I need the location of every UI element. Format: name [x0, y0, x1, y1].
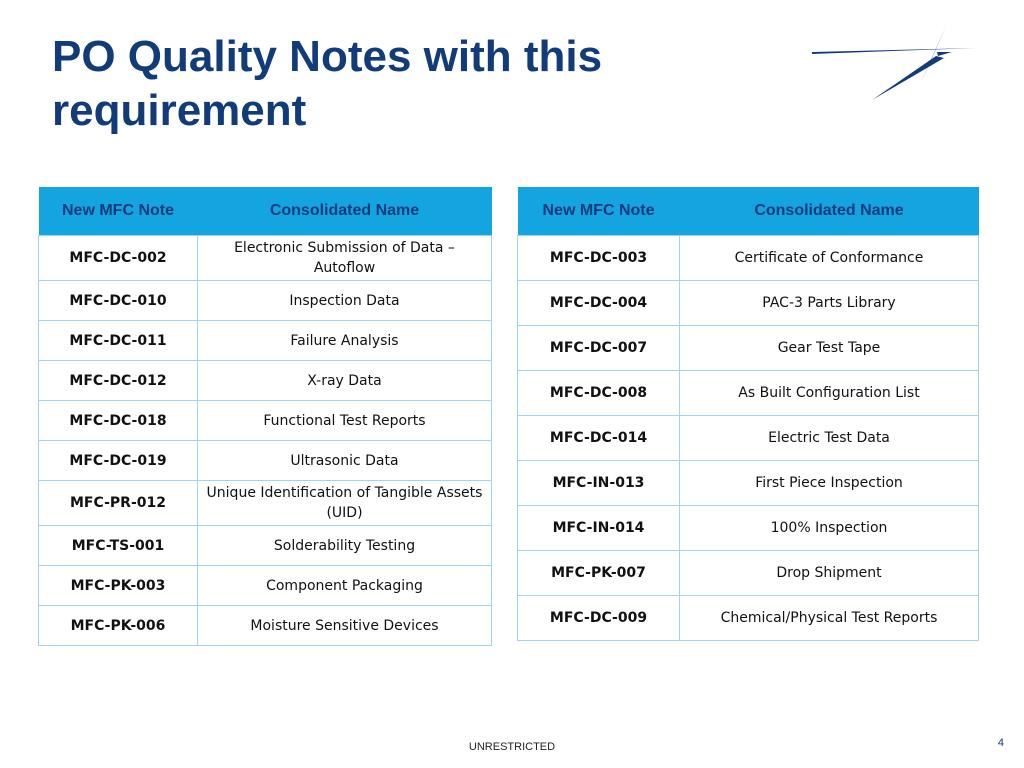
table-row [518, 281, 979, 326]
note-name: First Piece Inspection [680, 461, 979, 506]
note-code: MFC-DC-011 [39, 321, 198, 361]
note-code: MFC-PR-012 [39, 481, 198, 526]
note-name: Certificate of Conformance [680, 236, 979, 281]
table-row [518, 461, 979, 506]
table-row [39, 401, 492, 441]
table-row [39, 606, 492, 646]
note-code: MFC-DC-019 [39, 441, 198, 481]
table-row [518, 551, 979, 596]
header-new-mfc-note: New MFC Note [39, 187, 198, 236]
table-row [518, 596, 979, 641]
note-name: Ultrasonic Data [198, 441, 492, 481]
table-header-row [39, 187, 492, 236]
table-row [518, 371, 979, 416]
header-consolidated-name: Consolidated Name [198, 187, 492, 236]
note-code: MFC-PK-003 [39, 566, 198, 606]
slide-title: PO Quality Notes with this requirement [52, 32, 603, 135]
note-name: X-ray Data [198, 361, 492, 401]
note-name: As Built Configuration List [680, 371, 979, 416]
table-row [39, 236, 492, 281]
table-row [518, 506, 979, 551]
note-name: Electric Test Data [680, 416, 979, 461]
note-code: MFC-DC-014 [518, 416, 680, 461]
note-code: MFC-DC-009 [518, 596, 680, 641]
note-name: Moisture Sensitive Devices [198, 606, 492, 646]
table-row [39, 526, 492, 566]
note-name: Electronic Submission of Data – Autoflow [198, 236, 492, 281]
table-row [39, 281, 492, 321]
table-row [518, 236, 979, 281]
table-row [39, 321, 492, 361]
note-name: PAC-3 Parts Library [680, 281, 979, 326]
table-row [39, 441, 492, 481]
note-code: MFC-PK-007 [518, 551, 680, 596]
note-name: Drop Shipment [680, 551, 979, 596]
star-logo-icon [812, 22, 976, 102]
note-name: 100% Inspection [680, 506, 979, 551]
note-name: Solderability Testing [198, 526, 492, 566]
note-code: MFC-DC-002 [39, 236, 198, 281]
table-row [39, 566, 492, 606]
table-row [518, 326, 979, 371]
note-code: MFC-DC-018 [39, 401, 198, 441]
note-code: MFC-PK-006 [39, 606, 198, 646]
table-row [518, 416, 979, 461]
note-code: MFC-IN-014 [518, 506, 680, 551]
note-code: MFC-DC-003 [518, 236, 680, 281]
left-notes-table [38, 187, 492, 646]
note-code: MFC-DC-010 [39, 281, 198, 321]
note-name: Chemical/Physical Test Reports [680, 596, 979, 641]
note-code: MFC-DC-008 [518, 371, 680, 416]
table-row [39, 481, 492, 526]
note-name: Failure Analysis [198, 321, 492, 361]
note-code: MFC-DC-012 [39, 361, 198, 401]
note-code: MFC-DC-004 [518, 281, 680, 326]
note-name: Component Packaging [198, 566, 492, 606]
header-new-mfc-note: New MFC Note [518, 187, 680, 236]
note-name: Gear Test Tape [680, 326, 979, 371]
note-name: Unique Identification of Tangible Assets (UID) [198, 481, 492, 526]
classification-footer: UNRESTRICTED [468, 741, 556, 753]
note-name: Inspection Data [198, 281, 492, 321]
table-header-row [518, 187, 979, 236]
right-notes-table [517, 187, 979, 641]
header-consolidated-name: Consolidated Name [680, 187, 979, 236]
note-code: MFC-TS-001 [39, 526, 198, 566]
note-code: MFC-IN-013 [518, 461, 680, 506]
table-row [39, 361, 492, 401]
note-code: MFC-DC-007 [518, 326, 680, 371]
note-name: Functional Test Reports [198, 401, 492, 441]
page-number: 4 [997, 737, 1004, 749]
